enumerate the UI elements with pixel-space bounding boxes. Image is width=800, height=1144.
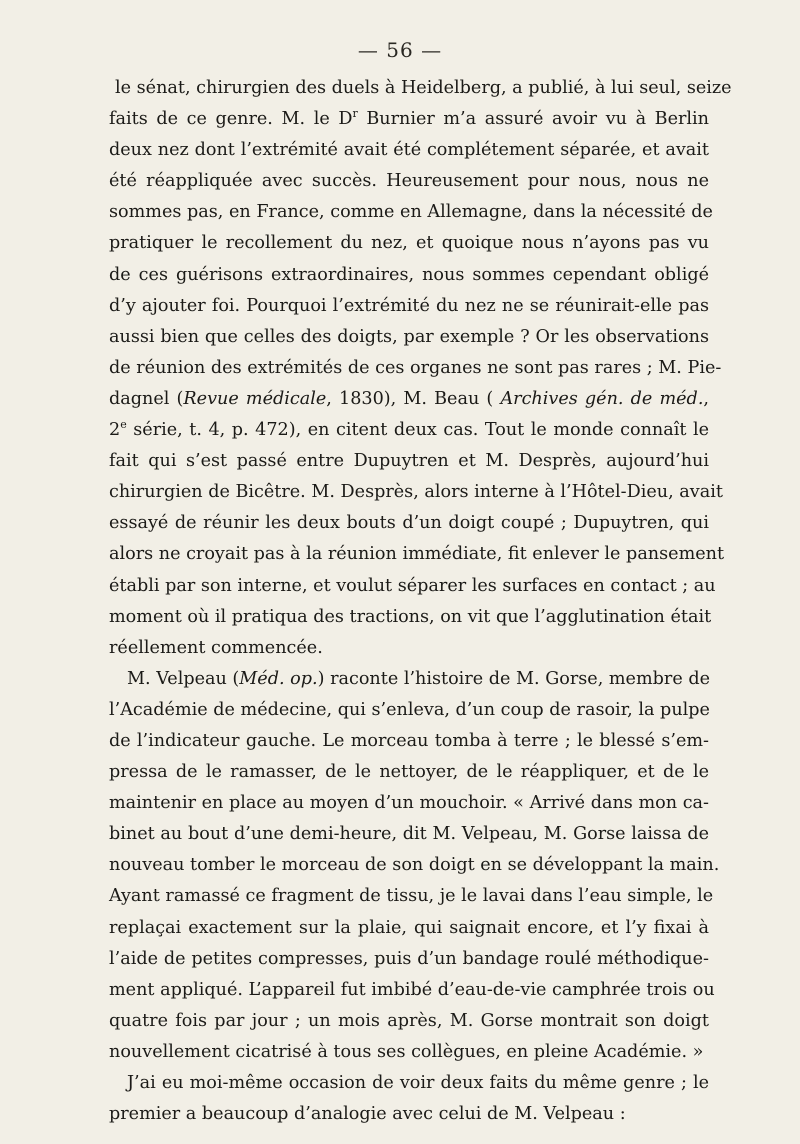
text-segment: d’y ajouter foi. Pourquoi l’extrémité du nez ne se réunirait-elle pas	[109, 295, 709, 316]
text-line	[109, 384, 709, 415]
superscript: e	[120, 418, 127, 432]
text-segment: quatre fois par jour ; un mois après, M. Gorse montrait son doigt	[109, 1010, 709, 1031]
text-segment: établi par son interne, et voulut séparer les surfaces en contact ; au	[109, 575, 716, 596]
text-line	[109, 1037, 709, 1068]
text-segment: J’ai eu moi-même occasion de voir deux faits du même genre ; le	[127, 1073, 709, 1093]
text-line	[109, 104, 709, 135]
text-segment: , 1830), M. Beau (	[326, 388, 501, 409]
text-line	[109, 757, 709, 788]
text-line	[109, 850, 720, 881]
text-line	[109, 975, 715, 1006]
text-line	[109, 446, 709, 477]
text-segment: moment où il pratiqua des tractions, on vit que l’agglutination était	[109, 606, 712, 627]
text-segment: aussi bien que celles des doigts, par exemple ? Or les observations	[109, 326, 709, 347]
text-line	[109, 508, 709, 539]
italic-citation: Revue médicale	[183, 388, 327, 409]
text-segment: l’Académie de médecine, qui s’enleva, d’un coup de rasoir, la pulpe	[109, 699, 710, 720]
text-line	[109, 322, 709, 353]
text-line	[109, 944, 709, 975]
text-segment: pressa de le ramasser, de le nettoyer, de le réappliquer, et de le	[109, 762, 709, 783]
text-segment: de réunion des extrémités de ces organes ne sont pas rares ; M. Pie-	[109, 357, 722, 378]
text-line	[109, 571, 716, 602]
text-segment: le sénat, chirurgien des duels à Heidelberg, a publié, à lui seul, seize	[115, 78, 732, 98]
text-line	[109, 291, 709, 322]
text-line	[109, 664, 709, 695]
text-line	[109, 197, 713, 228]
text-segment: nouveau tomber le morceau de son doigt en se développant la main.	[109, 855, 720, 876]
text-segment: M. Velpeau (	[127, 668, 240, 689]
text-line	[109, 353, 722, 384]
text-segment: pratiquer le recollement du nez, et quoique nous n’ayons pas vu	[109, 233, 709, 254]
text-line	[109, 819, 709, 850]
text-line	[109, 260, 709, 291]
text-segment: ) raconte l’histoire de M. Gorse, membre de	[317, 668, 711, 689]
text-line	[109, 726, 709, 757]
text-line	[109, 477, 723, 508]
text-segment: réellement commencée.	[109, 637, 323, 658]
body-text	[109, 73, 732, 1130]
text-segment: replaçai exactement sur la plaie, qui saignait encore, et l’y fixai à	[109, 917, 709, 938]
text-line	[109, 135, 709, 166]
italic-citation: Méd. op.	[239, 668, 318, 689]
text-segment: maintenir en place au moyen d’un mouchoir. « Arrivé dans mon ca-	[109, 793, 709, 814]
text-segment: alors ne croyait pas à la réunion immédiate, fit enlever le pansement	[109, 544, 725, 565]
text-segment: chirurgien de Bicêtre. M. Desprès, alors interne à l’Hôtel-Dieu, avait	[109, 482, 723, 503]
text-segment: nouvellement cicatrisé à tous ses collègues, en pleine Académie. »	[109, 1041, 704, 1062]
text-segment: ,	[703, 388, 710, 409]
text-segment: 2	[109, 420, 121, 441]
superscript: r	[352, 107, 358, 121]
text-segment: dagnel (	[109, 388, 184, 409]
text-segment: ment appliqué. L’appareil fut imbibé d’eau-de-vie camphrée trois ou	[109, 979, 715, 1000]
text-line	[109, 73, 732, 104]
text-line	[109, 415, 709, 446]
text-segment: essayé de réunir les deux bouts d’un doigt coupé ; Dupuytren, qui	[109, 513, 709, 534]
italic-citation: Archives gén. de méd.	[500, 388, 704, 409]
text-segment: sommes pas, en France, comme en Allemagne, dans la nécessité de	[109, 202, 713, 223]
text-line	[109, 1099, 709, 1130]
text-line	[109, 913, 709, 944]
text-segment: binet au bout d’une demi-heure, dit M. Velpeau, M. Gorse laissa de	[109, 824, 709, 845]
text-line	[109, 881, 714, 912]
text-line	[109, 1006, 709, 1037]
text-line	[109, 166, 709, 197]
text-segment: Ayant ramassé ce fragment de tissu, je le lavai dans l’eau simple, le	[109, 886, 714, 907]
text-segment: premier a beaucoup d’analogie avec celui de M. Velpeau :	[109, 1104, 626, 1125]
text-segment: Burnier m’a assuré avoir vu à Berlin	[357, 109, 709, 130]
text-segment: deux nez dont l’extrémité avait été complétement séparée, et avait	[109, 140, 709, 161]
text-line	[109, 228, 709, 259]
text-segment: de l’indicateur gauche. Le morceau tomba à terre ; le blessé s’em-	[109, 730, 709, 751]
text-segment: faits de ce genre. M. le D	[109, 109, 353, 130]
text-line	[109, 633, 709, 664]
text-line	[109, 539, 725, 570]
text-line	[109, 695, 709, 726]
page-number: — 56 —	[357, 38, 443, 62]
text-segment: fait qui s’est passé entre Dupuytren et M. Desprès, aujourd’hui	[109, 451, 709, 472]
text-line	[109, 788, 709, 819]
text-segment: de ces guérisons extraordinaires, nous sommes cependant obligé	[109, 264, 709, 285]
text-segment: été réappliquée avec succès. Heureusement pour nous, nous ne	[109, 171, 709, 192]
text-segment: série, t. 4, p. 472), en citent deux cas. Tout le monde connaît le	[126, 420, 709, 441]
text-line	[109, 602, 712, 633]
text-segment: l’aide de petites compresses, puis d’un bandage roulé méthodique-	[109, 948, 709, 969]
text-line	[109, 1068, 709, 1099]
